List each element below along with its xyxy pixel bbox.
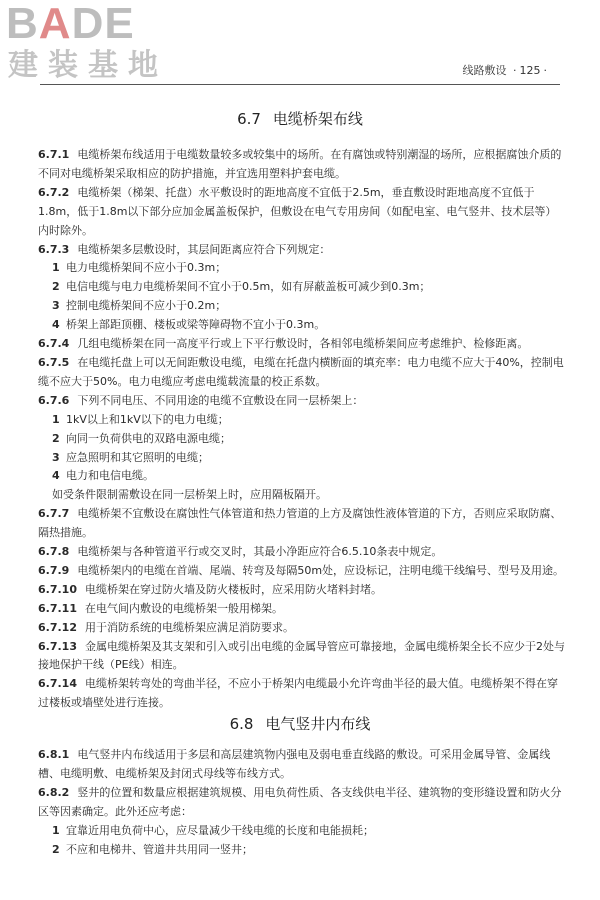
section-title-6-8: 6.8 电气竖井内布线 <box>229 715 371 733</box>
list-item: 2 不应和电梯井、管道井共用同一竖井； <box>52 842 253 856</box>
clause-6-7-10: 6.7.10 电缆桥架在穿过防火墙及防火楼板时，应采用防火堵料封堵。 <box>38 582 382 596</box>
section-title-6-7: 6.7 电缆桥架布线 <box>237 110 363 128</box>
running-head: 线路敷设 · 125 · <box>462 64 547 77</box>
section-6-7-body <box>38 146 566 713</box>
clause-6-7-1: 6.7.1 电缆桥架布线适用于电缆数量较多或较集中的场所。在有腐蚀或特别潮湿的场所，应根据腐蚀介质的不同对电缆桥架采取相应的防护措施，并宜选用塑料护套电缆。 <box>38 148 562 180</box>
list-item: 4 桥架上部距顶棚、楼板或梁等障碍物不宜小于0.3m。 <box>52 318 326 332</box>
clause-6-7-7: 6.7.7 电缆桥架不宜敷设在腐蚀性气体管道和热力管道的上方及腐蚀性液体管道的下方，否则应采取防腐、隔热措施。 <box>38 507 562 540</box>
clause-6-7-12: 6.7.12 用于消防系统的电缆桥架应满足消防要求。 <box>38 620 294 634</box>
section-6-8-body <box>38 746 566 859</box>
list-item: 1 1kV以上和1kV以下的电力电缆； <box>52 412 229 426</box>
clause-6-7-14: 6.7.14 电缆桥架转弯处的弯曲半径，不应小于桥架内电缆最小允许弯曲半径的最大值。电缆桥架不得在穿过楼板或墙壁处进行连接。 <box>38 677 558 710</box>
list-item: 1 电力电缆桥架间不应小于0.3m； <box>52 261 227 275</box>
watermark-cjk: 建装基地 <box>8 48 168 83</box>
clause-6-7-2: 6.7.2 电缆桥架（梯架、托盘）水平敷设时的距地高度不宜低于2.5m，垂直敷设时距地高度不宜低于1.8m，低于1.8m以下部分应加金属盖板保护，但敷设在电气专用房间（如配电室、电气竖井、技术层等）内时除外。 <box>38 185 557 237</box>
clause-6-8-2: 6.8.2 竖井的位置和数量应根据建筑规模、用电负荷性质、各支线供电半径、建筑物的变形缝设置和防火分区等因素确定。此外还应考虑： <box>38 785 562 818</box>
watermark-latin: BADE <box>6 0 135 48</box>
header-rule <box>40 84 560 85</box>
clause-6-7-11: 6.7.11 在电气间内敷设的电缆桥架一般用梯架。 <box>38 601 283 615</box>
clause-6-7-3: 6.7.3 电缆桥架多层敷设时，其层间距离应符合下列规定： <box>38 242 331 256</box>
list-item: 4 电力和电信电缆。 <box>52 469 154 483</box>
list-item: 3 控制电缆桥架间不应小于0.2m； <box>52 299 227 313</box>
clause-6-7-5: 6.7.5 在电缆托盘上可以无间距敷设电缆，电缆在托盘内横断面的填充率：电力电缆不应大于40%，控制电缆不应大于50%。电力电缆应考虑电缆载流量的校正系数。 <box>38 355 564 388</box>
clause-6-8-1: 6.8.1 电气竖井内布线适用于多层和高层建筑物内强电及弱电垂直线路的敷设。可采用金属导管、金属线槽、电缆明敷、电缆桥架及封闭式母线等布线方式。 <box>38 748 551 780</box>
list-item: 3 应急照明和其它照明的电缆； <box>52 450 209 464</box>
clause-note: 如受条件限制需敷设在同一层桥架上时，应用隔板隔开。 <box>52 488 327 502</box>
list-item: 2 向同一负荷供电的双路电源电缆； <box>52 431 231 445</box>
clause-6-7-4: 6.7.4 几组电缆桥架在同一高度平行或上下平行敷设时，各相邻电缆桥架间应考虑维护、检修距离。 <box>38 337 529 351</box>
running-head-section: 线路敷设 <box>462 64 507 77</box>
list-item: 1 宜靠近用电负荷中心，应尽量减少干线电缆的长度和电能损耗； <box>52 823 374 837</box>
watermark-logo <box>2 0 177 90</box>
page-number: 125 <box>519 64 541 77</box>
clause-6-7-13: 6.7.13 金属电缆桥架及其支架和引入或引出电缆的金属导管应可靠接地，金属电缆桥架全长不应少于2处与接地保护干线（PE线）相连。 <box>38 639 565 672</box>
clause-6-7-9: 6.7.9 电缆桥架内的电缆在首端、尾端、转弯及每隔50m处，应设标记，注明电缆干线编号、型号及用途。 <box>38 563 565 577</box>
list-item: 2 电信电缆与电力电缆桥架间不宜小于0.5m，如有屏蔽盖板可减少到0.3m； <box>52 280 431 294</box>
clause-6-7-8: 6.7.8 电缆桥架与各种管道平行或交叉时，其最小净距应符合6.5.10条表中规定。 <box>38 545 443 559</box>
clause-6-7-6: 6.7.6 下列不同电压、不同用途的电缆不宜敷设在同一层桥架上： <box>38 393 364 407</box>
